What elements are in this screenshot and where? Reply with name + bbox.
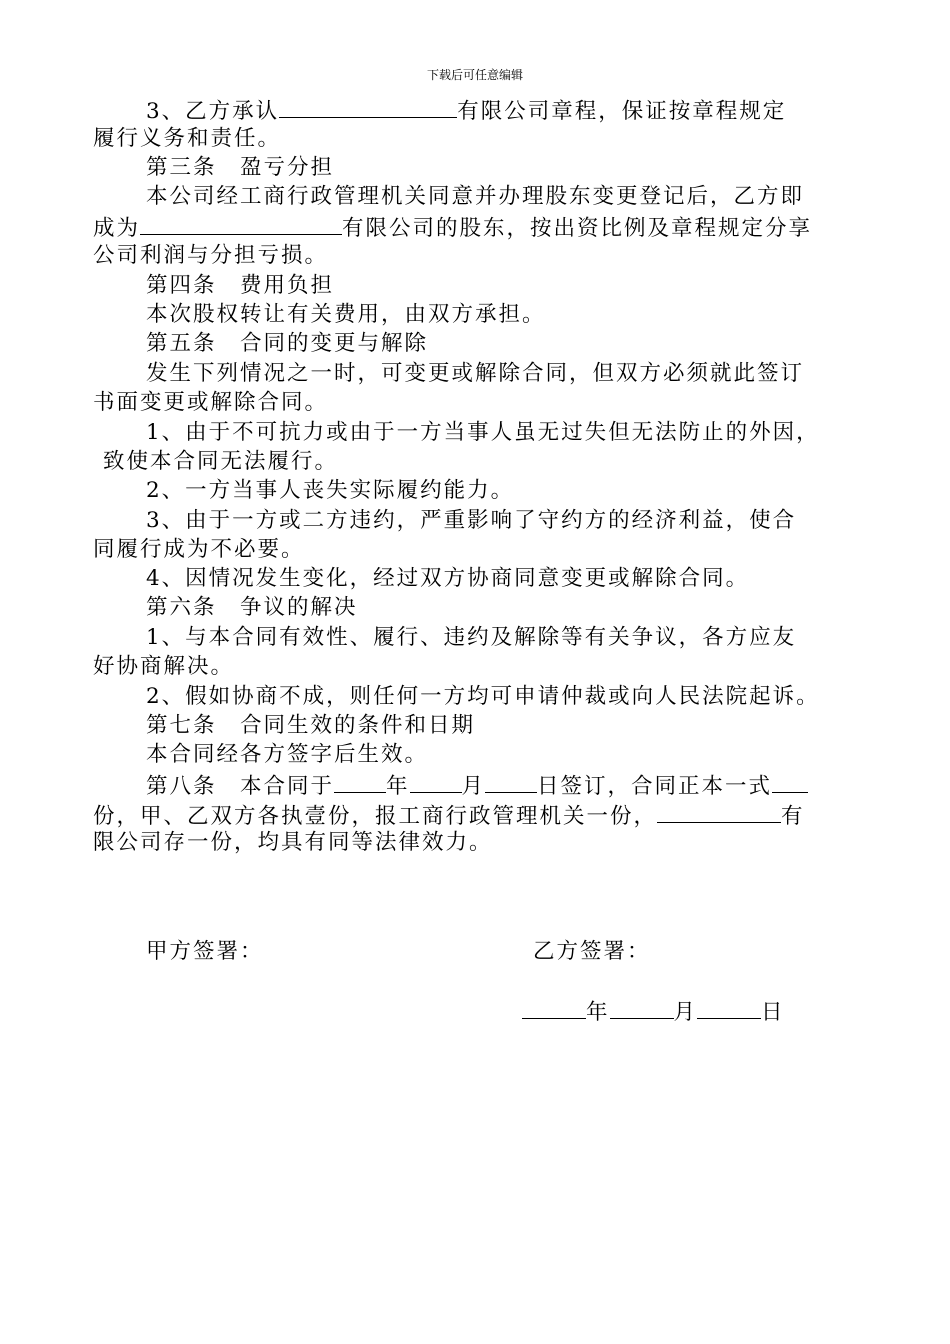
party-b-signature-label: 乙方签署： — [533, 939, 651, 964]
blank-copies — [772, 770, 808, 793]
article-3-heading: 第三条 盈亏分担 — [146, 155, 335, 180]
text-line: 3、乙方承认 有限公司章程，保证按章程规定 — [146, 95, 786, 126]
article-5-heading: 第五条 合同的变更与解除 — [146, 331, 429, 356]
blank-year — [522, 996, 586, 1019]
text-line: 书面变更或解除合同。 — [93, 390, 329, 415]
text-line: 3、由于一方或二方违约，严重影响了守约方的经济利益，使合 — [146, 508, 797, 533]
article-7-heading: 第七条 合同生效的条件和日期 — [146, 713, 476, 738]
blank-company-name — [279, 95, 457, 118]
text-line: 成为 有限公司的股东，按出资比例及章程规定分享 — [93, 212, 812, 243]
text-line: 本次股权转让有关费用，由双方承担。 — [146, 302, 546, 327]
text-line: 同履行成为不必要。 — [93, 537, 305, 562]
text-line: 份，甲、乙双方各执壹份，报工商行政管理机关一份， 有 — [93, 800, 805, 831]
article-6-heading: 第六条 争议的解决 — [146, 595, 358, 620]
blank-company-name — [657, 800, 781, 823]
text-line: 公司利润与分担亏损。 — [93, 243, 329, 268]
blank-company-name — [140, 212, 342, 235]
blank-year — [334, 770, 386, 793]
text-line: 发生下列情况之一时，可变更或解除合同，但双方必须就此签订 — [146, 361, 805, 386]
text-line: 履行义务和责任。 — [93, 126, 282, 151]
text-line: 本公司经工商行政管理机关同意并办理股东变更登记后，乙方即 — [146, 184, 805, 209]
party-a-signature-label: 甲方签署： — [146, 939, 264, 964]
text-line: 好协商解决。 — [93, 654, 235, 679]
signature-date-line: 年 月 日 — [522, 996, 785, 1027]
blank-month — [410, 770, 462, 793]
text-line: 1、由于不可抗力或由于一方当事人虽无过失但无法防止的外因， — [146, 420, 820, 445]
text-line: 1、与本合同有效性、履行、违约及解除等有关争议，各方应友 — [146, 625, 797, 650]
text-line: 2、一方当事人丧失实际履约能力。 — [146, 478, 515, 503]
article-4-heading: 第四条 费用负担 — [146, 273, 335, 298]
text-line: 本合同经各方签字后生效。 — [146, 742, 429, 767]
text-line: 限公司存一份，均具有同等法律效力。 — [93, 830, 493, 855]
text-line: 致使本合同无法履行。 — [103, 449, 339, 474]
text-line: 2、假如协商不成，则任何一方均可申请仲裁或向人民法院起诉。 — [146, 684, 820, 709]
article-8-line: 第八条 本合同于 年 月 日签订，合同正本一式 — [146, 770, 808, 801]
blank-day — [485, 770, 537, 793]
page-header: 下载后可任意编辑 — [426, 68, 523, 82]
blank-month — [610, 996, 674, 1019]
blank-day — [697, 996, 761, 1019]
text-line: 4、因情况发生变化，经过双方协商同意变更或解除合同。 — [146, 566, 750, 591]
